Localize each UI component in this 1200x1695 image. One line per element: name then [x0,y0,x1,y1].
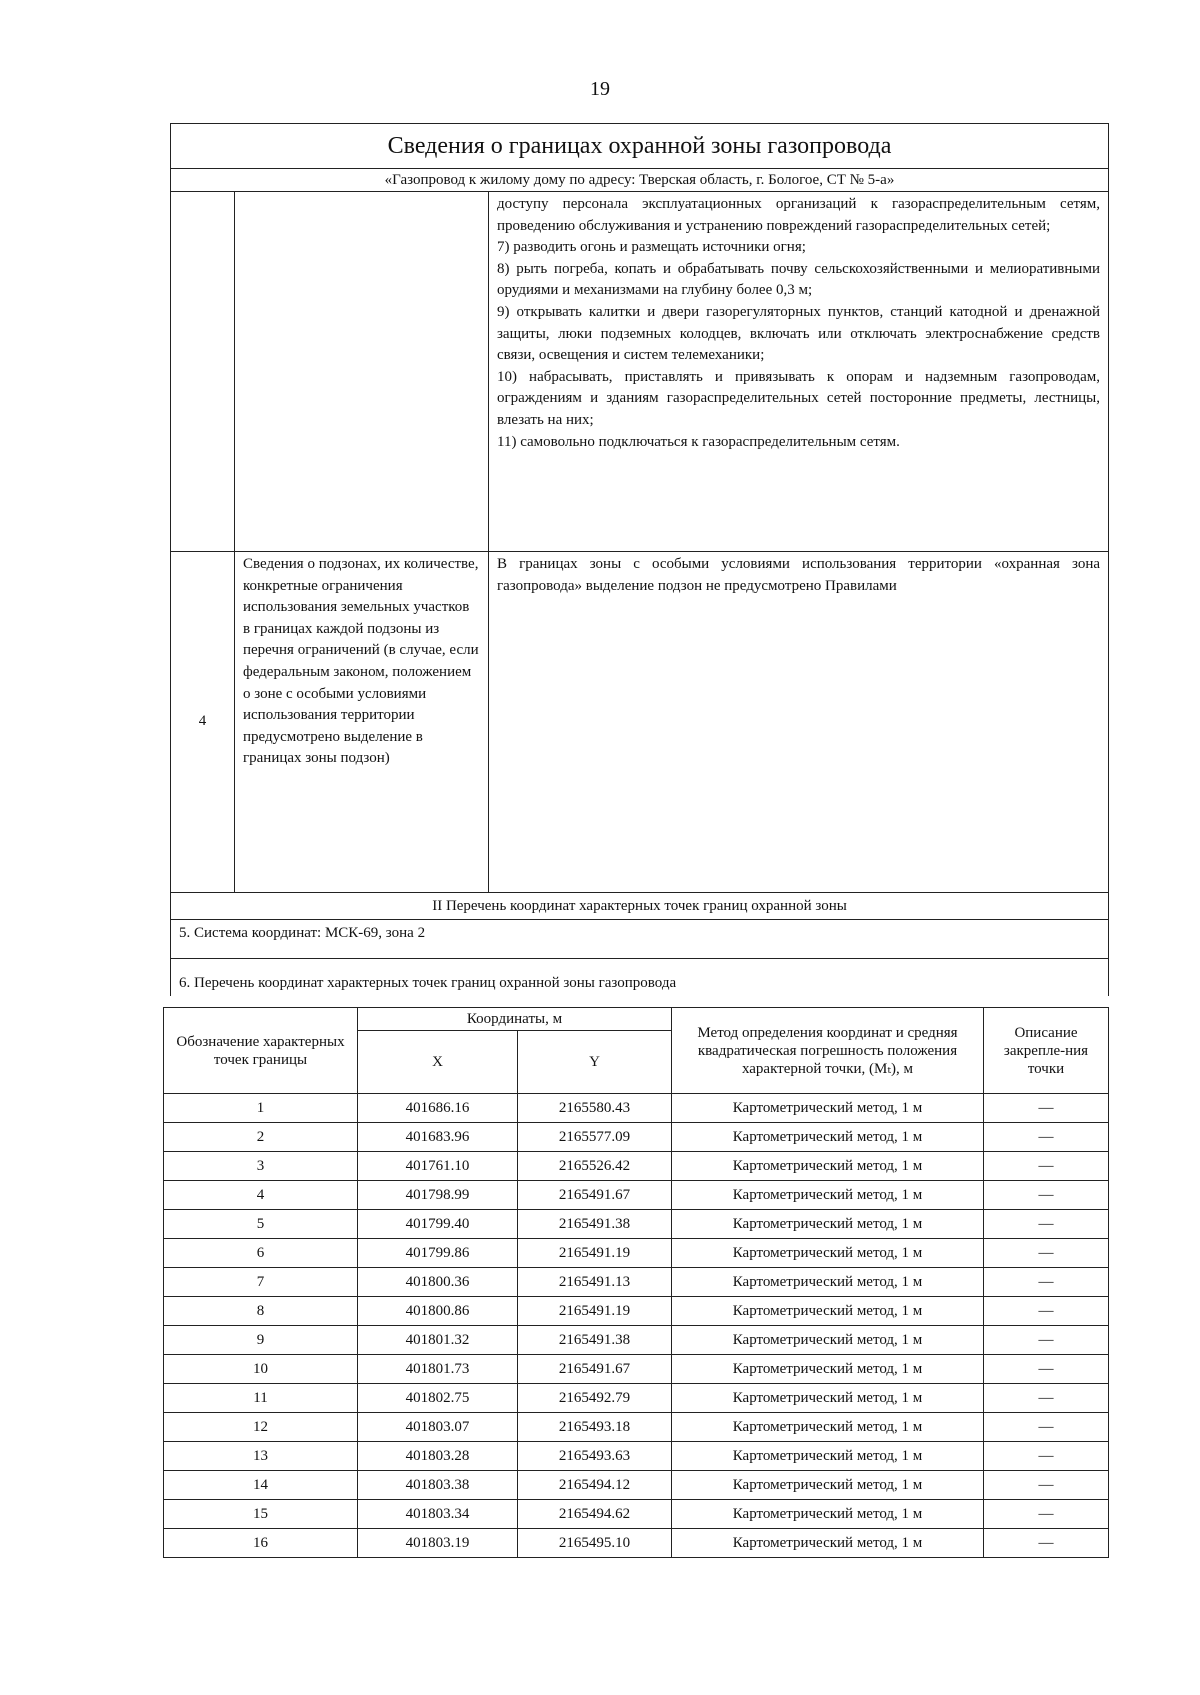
point-number-cell: 6 [164,1239,358,1268]
method-cell: Картометрический метод, 1 м [672,1355,984,1384]
header-point: Обозначение характерных точек границы [164,1008,358,1094]
x-coordinate-cell: 401686.16 [358,1094,518,1123]
table-row [164,1297,1109,1326]
y-coordinate-cell: 2165495.10 [518,1529,672,1558]
coordinates-body [164,1094,1109,1558]
restriction-line: доступу персонала эксплуатационных организаций к газораспределительным сетям, проведению обслуживания и устранению повреждений газораспределительных сетей; [497,196,1101,234]
x-coordinate-cell: 401803.28 [358,1442,518,1471]
y-coordinate-cell: 2165491.67 [518,1181,672,1210]
method-cell: Картометрический метод, 1 м [672,1123,984,1152]
y-coordinate-cell: 2165491.38 [518,1210,672,1239]
description-cell: — [984,1152,1109,1181]
table-row [164,1210,1109,1239]
description-cell: — [984,1413,1109,1442]
point-number-cell: 15 [164,1500,358,1529]
x-coordinate-cell: 401799.86 [358,1239,518,1268]
point-number-cell: 4 [164,1181,358,1210]
table-row [164,1094,1109,1123]
point-number-cell: 10 [164,1355,358,1384]
y-coordinate-cell: 2165491.67 [518,1355,672,1384]
table-row [164,1355,1109,1384]
description-cell: — [984,1500,1109,1529]
y-coordinate-cell: 2165491.19 [518,1297,672,1326]
method-cell: Картометрический метод, 1 м [672,1326,984,1355]
method-cell: Картометрический метод, 1 м [672,1297,984,1326]
description-cell: — [984,1210,1109,1239]
point-number-cell: 16 [164,1529,358,1558]
restriction-line: 8) рыть погреба, копать и обрабатывать почву сельскохозяйственными и мелиоративными орудиями и механизмами на глубину более 0,3 м; [497,260,1101,299]
point-number-cell: 8 [164,1297,358,1326]
description-cell: — [984,1326,1109,1355]
x-coordinate-cell: 401798.99 [358,1181,518,1210]
restriction-line: 10) набрасывать, приставлять и привязывать к опорам и надземным газопроводам, ограждениям и зданиям газораспределительных сетей посторонние предметы, лестницы, влезать на них; [497,368,1101,428]
x-coordinate-cell: 401803.07 [358,1413,518,1442]
y-coordinate-cell: 2165492.79 [518,1384,672,1413]
y-coordinate-cell: 2165491.19 [518,1239,672,1268]
restriction-line: 7) разводить огонь и размещать источники огня; [497,239,806,256]
document-subtitle: «Газопровод к жилому дому по адресу: Тверская область, г. Бологое, СТ № 5-а» [171,169,1109,192]
point-number-cell: 14 [164,1471,358,1500]
method-cell: Картометрический метод, 1 м [672,1094,984,1123]
point-number-cell: 2 [164,1123,358,1152]
y-coordinate-cell: 2165493.63 [518,1442,672,1471]
method-cell: Картометрический метод, 1 м [672,1384,984,1413]
subzones-label: Сведения о подзонах, их количестве, конкретные ограничения использования земельных участков в границах каждой подзоны из перечня ограничений (в случае, если федеральным законом, положением о зоне с особыми условиями использования территории предусмотрено выделение в границах зоны подзон) [235,552,489,893]
description-cell: — [984,1181,1109,1210]
point-number-cell: 3 [164,1152,358,1181]
subzones-value: В границах зоны с особыми условиями использования территории «охранная зона газопровода» выделение подзон не предусмотрено Правилами [489,552,1109,893]
y-coordinate-cell: 2165491.38 [518,1326,672,1355]
table-row [164,1529,1109,1558]
method-cell: Картометрический метод, 1 м [672,1471,984,1500]
description-cell: — [984,1297,1109,1326]
description-cell: — [984,1355,1109,1384]
x-coordinate-cell: 401800.86 [358,1297,518,1326]
description-cell: — [984,1239,1109,1268]
zone-info-table [170,123,1109,996]
method-cell: Картометрический метод, 1 м [672,1181,984,1210]
point-number-cell: 12 [164,1413,358,1442]
row-label-cell [235,192,489,552]
header-y: Y [518,1031,672,1094]
x-coordinate-cell: 401800.36 [358,1268,518,1297]
header-x: X [358,1031,518,1094]
section-2-title: II Перечень координат характерных точек границ охранной зоны [171,893,1109,920]
coordinates-table [163,1007,1109,1558]
description-cell: — [984,1384,1109,1413]
point-number-cell: 13 [164,1442,358,1471]
description-cell: — [984,1471,1109,1500]
y-coordinate-cell: 2165494.12 [518,1471,672,1500]
coordinate-system: 5. Система координат: МСК-69, зона 2 [171,920,1109,959]
method-cell: Картометрический метод, 1 м [672,1268,984,1297]
y-coordinate-cell: 2165526.42 [518,1152,672,1181]
x-coordinate-cell: 401802.75 [358,1384,518,1413]
y-coordinate-cell: 2165577.09 [518,1123,672,1152]
restriction-line: 11) самовольно подключаться к газораспределительным сетям. [497,433,900,450]
table-row [164,1239,1109,1268]
description-cell: — [984,1094,1109,1123]
x-coordinate-cell: 401799.40 [358,1210,518,1239]
table-row [164,1326,1109,1355]
x-coordinate-cell: 401761.10 [358,1152,518,1181]
x-coordinate-cell: 401803.19 [358,1529,518,1558]
x-coordinate-cell: 401801.32 [358,1326,518,1355]
method-cell: Картометрический метод, 1 м [672,1239,984,1268]
method-cell: Картометрический метод, 1 м [672,1413,984,1442]
y-coordinate-cell: 2165580.43 [518,1094,672,1123]
description-cell: — [984,1529,1109,1558]
x-coordinate-cell: 401803.38 [358,1471,518,1500]
method-cell: Картометрический метод, 1 м [672,1152,984,1181]
table-row [164,1500,1109,1529]
table-row [164,1152,1109,1181]
table-row [164,1413,1109,1442]
x-coordinate-cell: 401801.73 [358,1355,518,1384]
header-coordinates: Координаты, м [358,1008,672,1031]
point-number-cell: 7 [164,1268,358,1297]
restriction-line: 9) открывать калитки и двери газорегуляторных пунктов, станций катодной и дренажной защиты, люки подземных колодцев, включать или отключать электроснабжение средств связи, освещения и систем телемеханики; [497,303,1101,364]
method-cell: Картометрический метод, 1 м [672,1500,984,1529]
restrictions-continuation [489,192,1109,552]
y-coordinate-cell: 2165493.18 [518,1413,672,1442]
x-coordinate-cell: 401683.96 [358,1123,518,1152]
page-number: 19 [590,78,610,100]
table-row [164,1384,1109,1413]
header-method: Метод определения координат и средняя квадратическая погрешность положения характерной точки, (Mₜ), м [672,1008,984,1094]
row-number-cell [171,192,235,552]
coordinate-list-title: 6. Перечень координат характерных точек границ охранной зоны газопровода [171,959,1109,997]
x-coordinate-cell: 401803.34 [358,1500,518,1529]
point-number-cell: 5 [164,1210,358,1239]
description-cell: — [984,1123,1109,1152]
table-row [164,1442,1109,1471]
header-description: Описание закрепле-ния точки [984,1008,1109,1094]
point-number-cell: 11 [164,1384,358,1413]
y-coordinate-cell: 2165491.13 [518,1268,672,1297]
point-number-cell: 9 [164,1326,358,1355]
method-cell: Картометрический метод, 1 м [672,1210,984,1239]
method-cell: Картометрический метод, 1 м [672,1529,984,1558]
table-row [164,1181,1109,1210]
y-coordinate-cell: 2165494.62 [518,1500,672,1529]
document-title: Сведения о границах охранной зоны газопровода [171,124,1109,169]
row-number: 4 [171,552,235,893]
description-cell: — [984,1442,1109,1471]
table-row [164,1471,1109,1500]
point-number-cell: 1 [164,1094,358,1123]
table-row [164,1268,1109,1297]
description-cell: — [984,1268,1109,1297]
table-row [164,1123,1109,1152]
method-cell: Картометрический метод, 1 м [672,1442,984,1471]
